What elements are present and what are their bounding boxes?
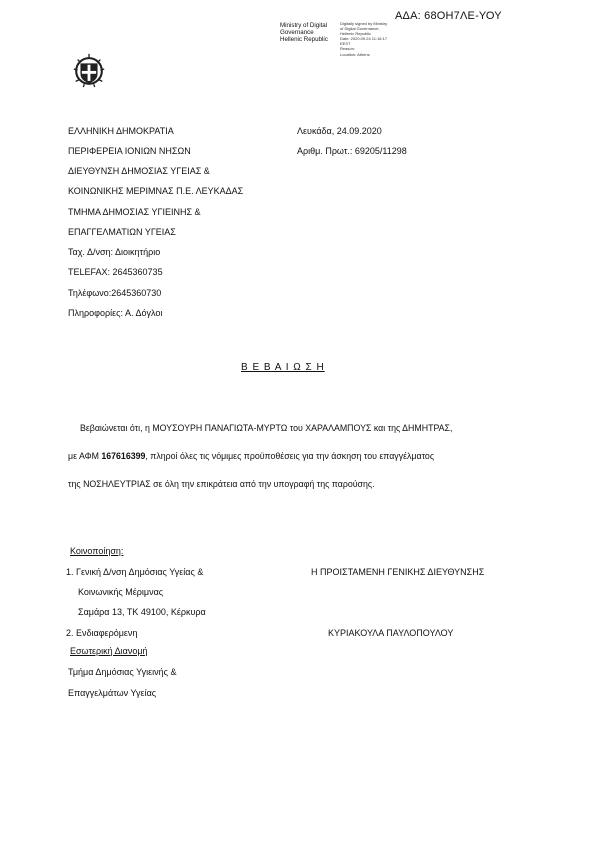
- signature-detail: Reason:: [340, 46, 355, 52]
- header-region: ΠΕΡΙΦΕΡΕΙΑ ΙΟΝΙΩΝ ΝΗΣΩΝ: [68, 146, 191, 156]
- header-department: ΤΜΗΜΑ ΔΗΜΟΣΙΑΣ ΥΓΙΕΙΝΗΣ &: [68, 207, 201, 217]
- notification-recipient-1: 1. Γενική Δ/νση Δημόσιας Υγείας &: [66, 567, 204, 577]
- body-text: , πληροί όλες τις νόμιμες προϋποθέσεις για την άσκηση του επαγγέλματος: [145, 451, 435, 461]
- certification-line-2: [68, 451, 434, 461]
- notification-recipient-1-cont: Κοινωνικής Μέριμνας: [78, 587, 164, 597]
- notification-recipient-1-address: Σαμάρα 13, ΤΚ 49100, Κέρκυρα: [78, 607, 206, 617]
- digital-signature-details: [340, 21, 387, 57]
- digital-signature-label: [280, 22, 328, 43]
- signature-detail: Location: Athens: [340, 51, 370, 57]
- signature-detail: Date: 2020.09.24 11:16:17: [340, 36, 388, 42]
- body-text: σε όλη την επικράτεια από την υπογραφή της παρούσης.: [150, 479, 375, 489]
- tax-id: 167616399: [101, 451, 146, 461]
- signature-detail: Hellenic Republic: [340, 31, 371, 37]
- header-phone: Τηλέφωνο:2645360730: [68, 288, 162, 298]
- signature-detail: of Digital Governance,: [340, 26, 380, 32]
- header-directorate-cont: ΚΟΙΝΩΝΙΚΗΣ ΜΕΡΙΜΝΑΣ Π.Ε. ΛΕΥΚΑΔΑΣ: [68, 186, 244, 196]
- body-text: Βεβαιώνεται ότι, η: [80, 423, 153, 433]
- header-address: Ταχ. Δ/νση: Διοικητήριο: [68, 247, 161, 257]
- certification-line-3: [68, 479, 375, 489]
- protocol-number: Αριθμ. Πρωτ.: 69205/11298: [297, 146, 407, 156]
- signature-detail: Digitally signed by Ministry: [340, 21, 388, 26]
- notification-heading: Κοινοποίηση:: [70, 546, 124, 556]
- signature-line: Ministry of Digital: [280, 22, 328, 29]
- header-telefax: TELEFAX: 2645360735: [68, 267, 163, 277]
- body-text: με ΑΦΜ: [68, 451, 102, 461]
- father-name: ΧΑΡΑΛΑΜΠΟΥΣ: [305, 423, 372, 433]
- signature-line: Governance: [280, 29, 314, 36]
- body-text: του: [287, 423, 306, 433]
- internal-distribution-heading: Εσωτερική Διανομή: [70, 646, 148, 656]
- internal-recipient-cont: Επαγγελμάτων Υγείας: [68, 688, 157, 698]
- header-country: ΕΛΛΗΝΙΚΗ ΔΗΜΟΚΡΑΤΙΑ: [68, 126, 174, 136]
- notification-recipient-2: 2. Ενδιαφερόμενη: [66, 628, 138, 638]
- header-info: Πληροφορίες: Α. Δόγλοι: [68, 308, 163, 318]
- signature-line: Hellenic Republic: [280, 36, 328, 43]
- place-date: Λευκάδα, 24.09.2020: [297, 126, 382, 136]
- internal-recipient: Τμήμα Δημόσιας Υγιεινής &: [68, 667, 177, 677]
- header-department-cont: ΕΠΑΓΓΕΛΜΑΤΙΩΝ ΥΓΕΙΑΣ: [68, 227, 176, 237]
- mother-name: ΔΗΜΗΤΡΑΣ,: [402, 423, 453, 433]
- hellenic-republic-emblem-icon: [70, 51, 108, 89]
- signer-role: Η ΠΡΟΙΣΤΑΜΕΝΗ ΓΕΝΙΚΗΣ ΔΙΕΥΘΥΝΣΗΣ: [311, 567, 485, 577]
- ada-code: ΑΔΑ: 68ΟΗ7ΛΕ-ΥΟΥ: [395, 10, 502, 22]
- body-text: και της: [371, 423, 403, 433]
- profession: ΝΟΣΗΛΕΥΤΡΙΑΣ: [83, 479, 151, 489]
- signature-detail: EEST: [340, 41, 351, 47]
- header-directorate: ΔΙΕΥΘΥΝΣΗ ΔΗΜΟΣΙΑΣ ΥΓΕΙΑΣ &: [68, 166, 210, 176]
- signer-name: ΚΥΡΙΑΚΟΥΛΑ ΠΑΥΛΟΠΟΥΛΟΥ: [328, 628, 454, 638]
- body-text: της: [68, 479, 84, 489]
- certification-line-1: [80, 423, 452, 433]
- person-name: ΜΟΥΣΟΥΡΗ ΠΑΝΑΓΙΩΤΑ-ΜΥΡΤΩ: [152, 423, 288, 433]
- document-title: Β Ε Β Α Ι Ω Σ Η: [241, 362, 325, 373]
